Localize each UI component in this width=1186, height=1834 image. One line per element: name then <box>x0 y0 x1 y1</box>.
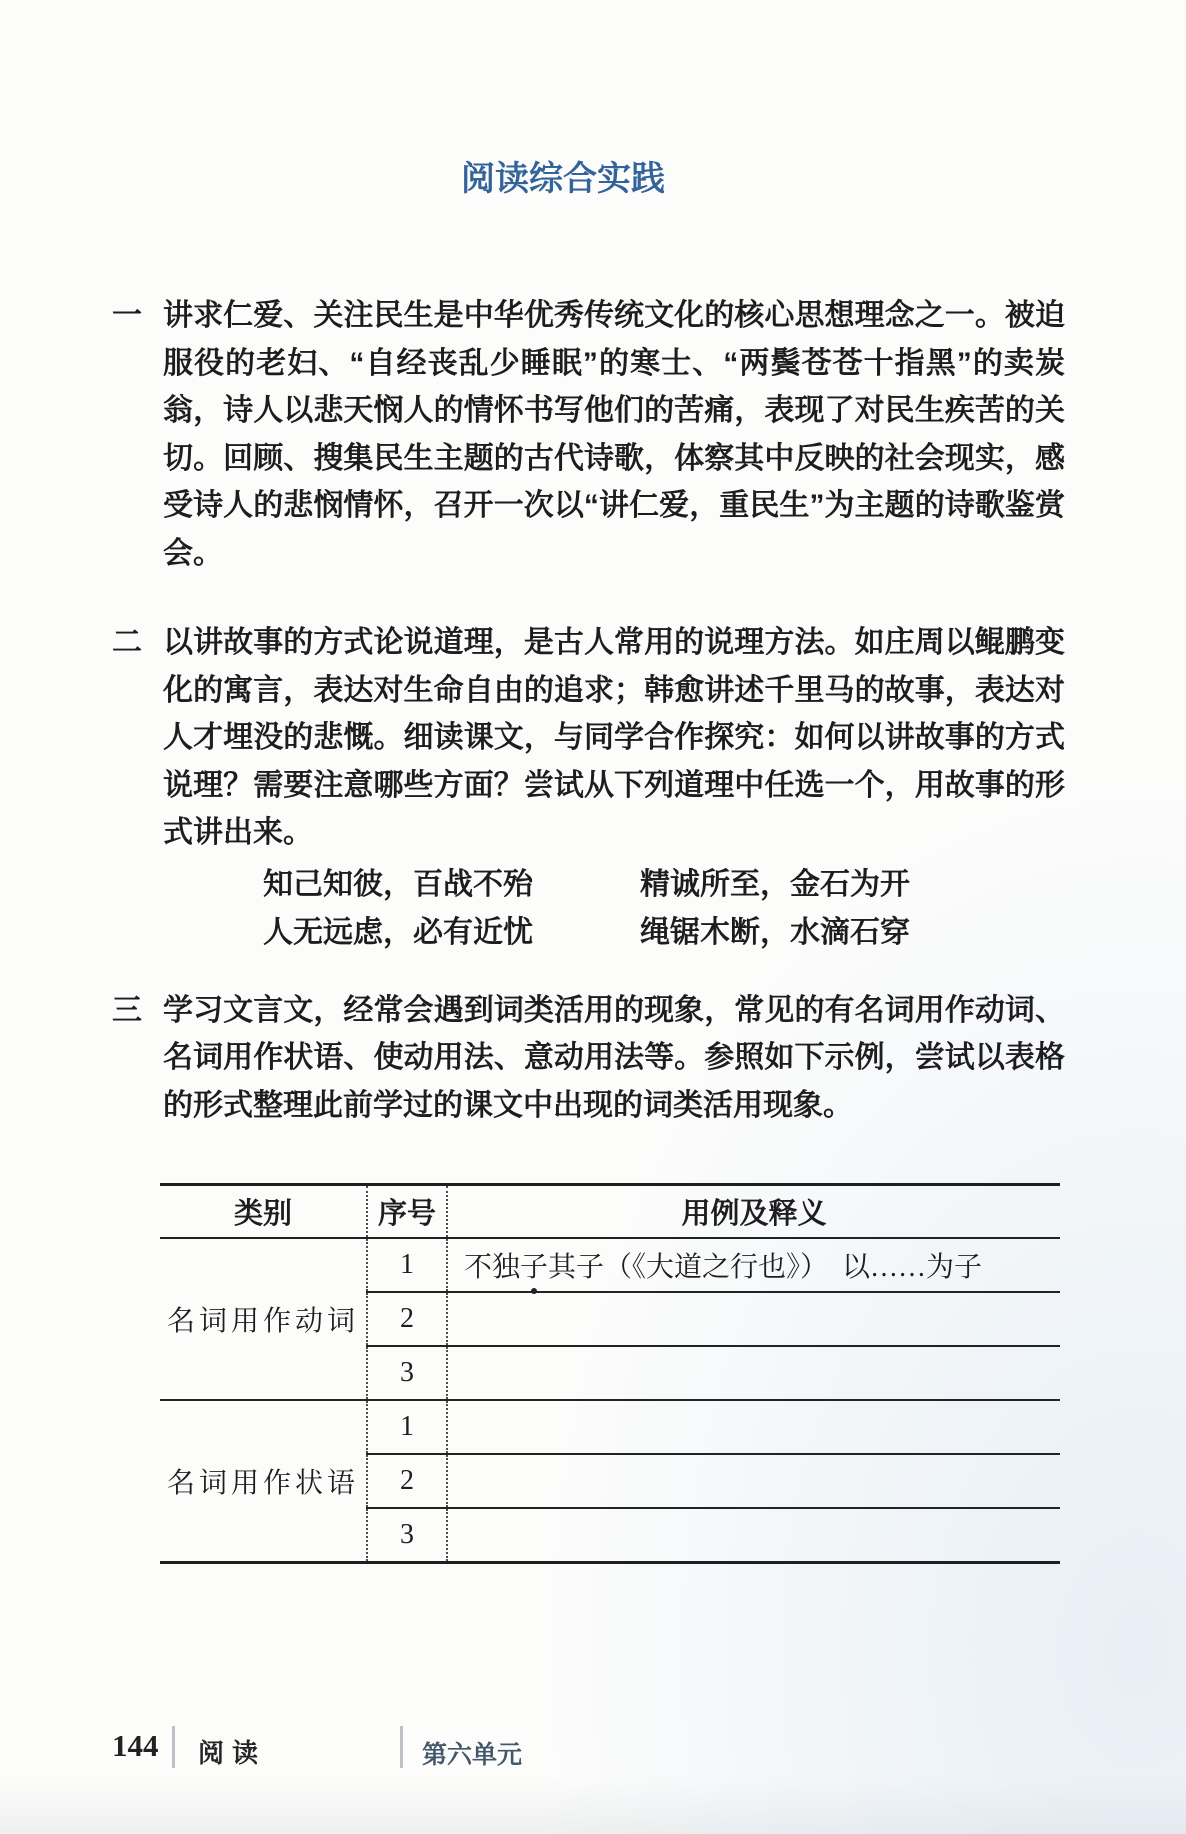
category-adverbial-use: 名词用作状语 <box>166 1468 359 1499</box>
example-cell <box>447 1238 1060 1292</box>
section-two <box>112 619 1186 957</box>
footer-divider <box>400 1726 403 1768</box>
textbook-page <box>0 158 1186 1834</box>
section-two-content <box>163 619 1065 957</box>
section-one-marker: 一 <box>112 299 142 332</box>
example-cell <box>447 1400 1060 1454</box>
header-category: 类别 <box>160 1185 367 1239</box>
example-cell <box>447 1508 1060 1563</box>
footer-book-section: 阅读 <box>198 1738 267 1768</box>
row-number: 2 <box>367 1292 447 1346</box>
table-row <box>160 1400 1060 1454</box>
row-number: 3 <box>367 1508 447 1563</box>
proverb-item: 知己知彼，百战不殆 <box>263 867 533 901</box>
page-footer <box>0 1726 1186 1774</box>
section-three-text: 学习文言文，经常会遇到词类活用的现象，常见的有名词用作动词、名词用作状语、使动用法、意动用法等。参照如下示例，尝试以表格的形式整理此前学过的课文中出现的词类活用现象。 <box>163 993 1065 1122</box>
section-three <box>112 987 1186 1130</box>
footer-divider <box>172 1726 175 1768</box>
header-example: 用例及释义 <box>447 1185 1060 1239</box>
section-two-text: 以讲故事的方式论说道理，是古人常用的说理方法。如庄周以鲲鹏变化的寓言，表达对生命自由的追求；韩愈讲述千里马的故事，表达对人才埋没的悲慨。细读课文，与同学合作探究：如何以讲故事的方式说理？需要注意哪些方面？尝试从下列道理中任选一个，用故事的形式讲出来。 <box>163 626 1065 849</box>
category-verb-use: 名词用作动词 <box>160 1238 367 1400</box>
section-three-marker: 三 <box>112 993 142 1027</box>
word-class-table <box>160 1183 1060 1564</box>
example-cell <box>447 1292 1060 1346</box>
section-two-marker: 二 <box>112 626 142 659</box>
page-title: 阅读综合实践 <box>461 160 665 198</box>
section-one-content <box>163 292 1065 577</box>
footer-unit-label: 第六单元 <box>422 1741 523 1769</box>
section-one <box>112 292 1186 577</box>
table-header-row <box>160 1185 1060 1239</box>
page-number: 144 <box>112 1728 159 1763</box>
proverb-row <box>163 909 1065 957</box>
proverb-item: 精诚所至，金石为开 <box>640 867 910 901</box>
emphasized-char: 子 <box>520 1245 548 1285</box>
row-number: 1 <box>367 1238 447 1292</box>
section-one-text: 讲求仁爱、关注民生是中华优秀传统文化的核心思想理念之一。被迫服役的老妇、“自经丧乱少睡眠”的寒士、“两鬓苍苍十指黑”的卖炭翁，诗人以悲天悯人的情怀书写他们的苦痛，表现了对民生疾苦的关切。回顾、搜集民生主题的古代诗歌，体察其中反映的社会现实，感受诗人的悲悯情怀，召开一次以“讲仁爱，重民生”为主题的诗歌鉴赏会。 <box>163 299 1065 570</box>
example-cell <box>447 1346 1060 1400</box>
example-cell <box>447 1454 1060 1508</box>
proverb-item: 人无远虑，必有近忧 <box>263 915 533 949</box>
proverb-row <box>163 861 1065 909</box>
row-number: 2 <box>367 1454 447 1508</box>
proverb-item: 绳锯木断，水滴石穿 <box>640 915 910 949</box>
section-three-content <box>163 987 1065 1130</box>
example-text: 其子（《大道之行也》） 以……为子 <box>548 1252 983 1283</box>
header-number: 序号 <box>367 1185 447 1239</box>
example-text: 不独 <box>464 1252 521 1283</box>
proverb-list <box>163 861 1065 957</box>
row-number: 3 <box>367 1346 447 1400</box>
table-row <box>160 1238 1060 1292</box>
row-number: 1 <box>367 1400 447 1454</box>
